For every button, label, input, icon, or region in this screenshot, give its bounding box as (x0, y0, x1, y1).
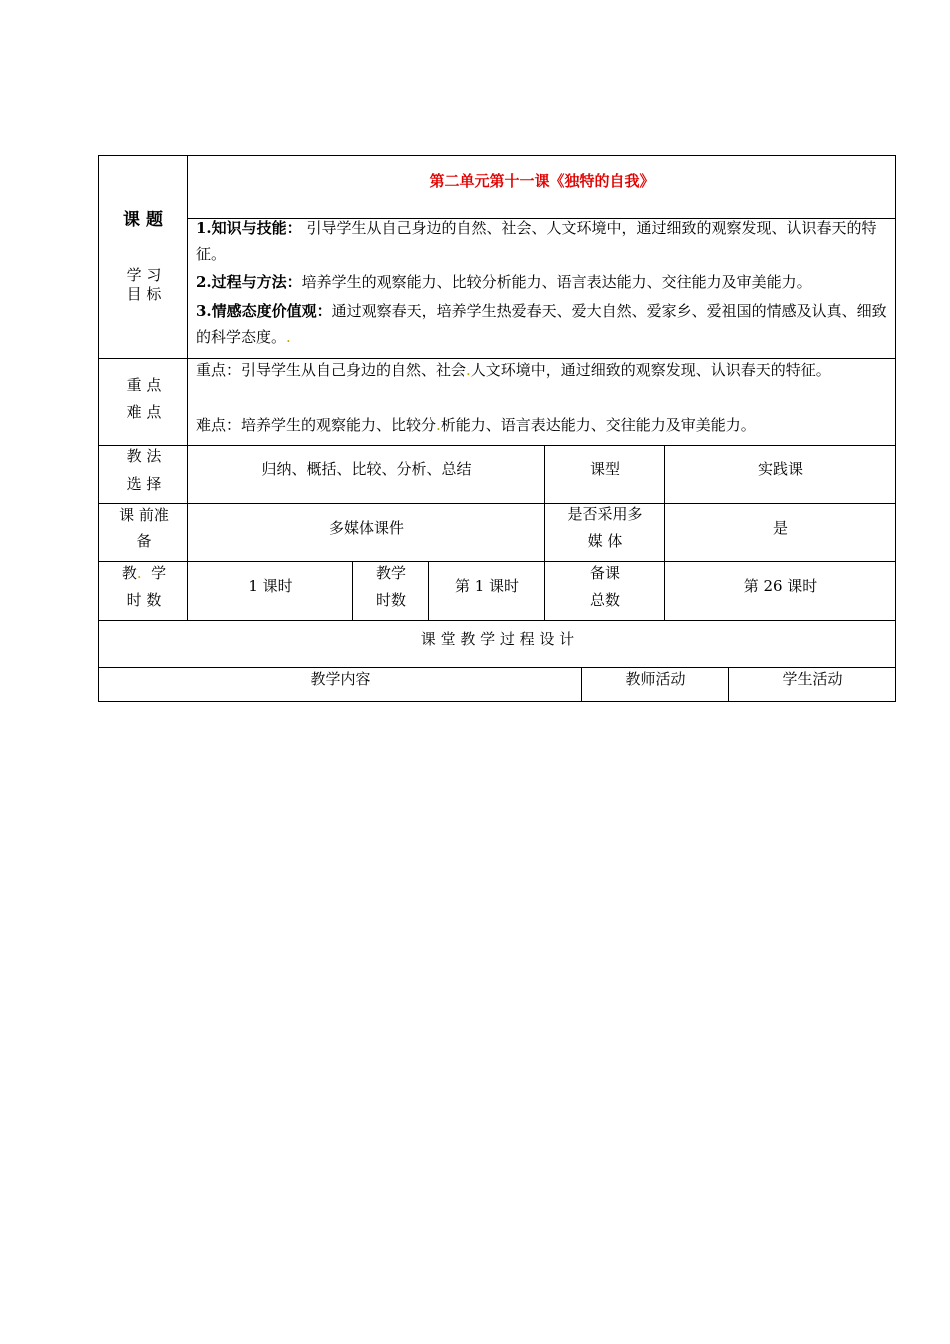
label-xuanze: 选 择 (126, 475, 162, 493)
objective-3 (196, 298, 889, 350)
table-border-left (98, 155, 99, 702)
methods-value: 归纳、概括、比较、分析、总结 (261, 460, 472, 478)
hours-value2: 第 1 课时 (454, 577, 520, 595)
table-border-right (895, 155, 896, 702)
hours-label3-1: 备课 (589, 564, 620, 582)
label-hours-1b: 学 (151, 564, 167, 582)
row-divider (98, 561, 896, 562)
label-xuexi-2: 目 标 (126, 285, 162, 303)
objective-2-text: 培养学生的观察能力、比较分析能力、语言表达能力、交往能力及审美能力。 (301, 273, 812, 291)
hours-label2-1: 教学 (375, 564, 406, 582)
prep-value: 多媒体课件 (328, 519, 404, 537)
label-zhongdian: 重 点 (126, 376, 162, 394)
objective-1-text: 引导学生从自己身边的自然、社会、人文环境中，通过细致的观察发现、认识春天的特征。 (196, 219, 877, 263)
label-jiaofa: 教 法 (126, 447, 162, 465)
label-prep-2: 备 (136, 532, 152, 550)
label-hours-1 (99, 560, 189, 586)
hours-label3-2: 总数 (589, 591, 620, 609)
col-header-student: 学生活动 (782, 670, 843, 688)
table-border-bottom (98, 701, 896, 702)
label-nandian: 难 点 (126, 403, 162, 421)
row-divider (98, 620, 896, 621)
objective-3-text: 通过观察春天，培养学生热爱春天、爱大自然、爱家乡、爱祖国的情感及认真、细致的科学态度。 (196, 302, 887, 346)
objective-2-label: 2.过程与方法： (196, 273, 302, 291)
label-xuexi-1: 学 习 (126, 266, 162, 284)
hours-value: 1 课时 (248, 577, 293, 595)
type-label: 课型 (589, 460, 620, 478)
lesson-title: 第二单元第十一课《独特的自我》 (429, 172, 655, 190)
label-prep-1: 课 前准 (119, 506, 169, 524)
hours-label2-2: 时数 (375, 591, 406, 609)
type-value: 实践课 (757, 460, 803, 478)
col-header-content: 教学内容 (310, 670, 371, 688)
decorative-dot: . (436, 416, 441, 434)
label-keti: 课 题 (110, 207, 176, 233)
difficulty-a: 难点：培养学生的观察能力、比较分 (196, 416, 437, 434)
objective-1-label: 1.知识与技能： (196, 219, 302, 237)
row-divider (98, 445, 896, 446)
key-point-a: 重点：引导学生从自己身边的自然、社会 (196, 361, 467, 379)
label-hours-1a: 教 (121, 564, 137, 582)
objective-2 (196, 269, 889, 295)
objective-3-label: 3.情感态度价值观： (196, 302, 332, 320)
key-point-text (196, 357, 889, 383)
key-point-b: 人文环境中，通过细致的观察发现、认识春天的特征。 (470, 361, 831, 379)
multimedia-label-2: 媒 体 (587, 532, 623, 550)
row-divider (98, 503, 896, 504)
multimedia-label-1: 是否采用多 (567, 505, 643, 523)
multimedia-value: 是 (772, 519, 788, 537)
label-hours-2: 时 数 (126, 591, 162, 609)
difficulty-b: 析能力、语言表达能力、交往能力及审美能力。 (440, 416, 756, 434)
table-border-top (98, 155, 896, 156)
decorative-dot: . (136, 564, 142, 582)
difficulty-text (196, 412, 889, 438)
decorative-dot: . (286, 328, 291, 346)
hours-value3: 第 26 课时 (743, 577, 818, 595)
col-header-teacher: 教师活动 (625, 670, 686, 688)
objective-1 (196, 215, 889, 267)
decorative-dot: . (466, 361, 471, 379)
process-title: 课 堂 教 学 过 程 设 计 (420, 630, 575, 648)
